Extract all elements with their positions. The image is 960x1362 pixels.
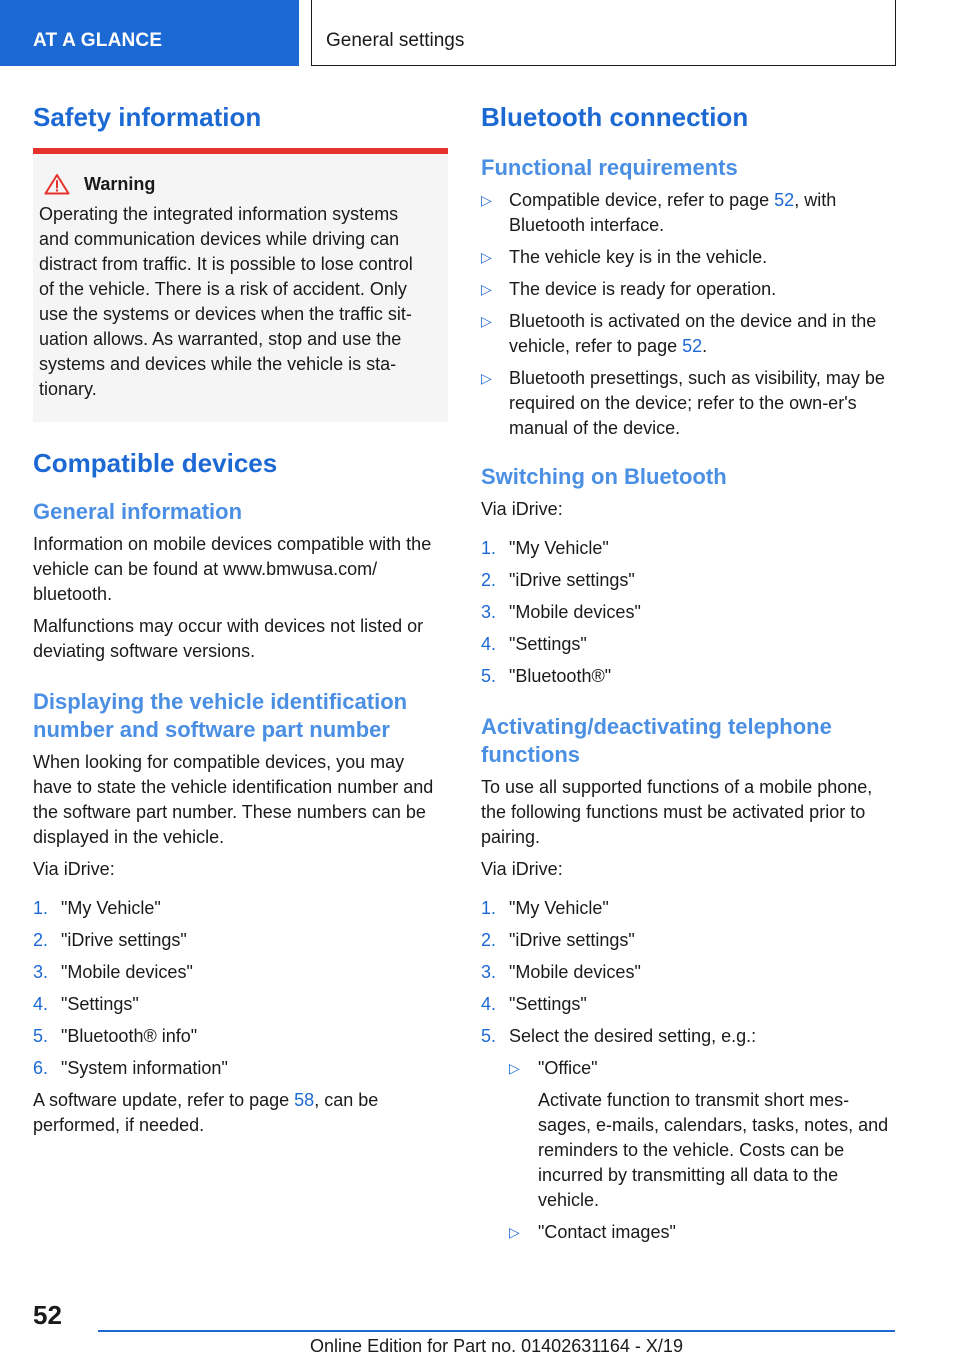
triangle-bullet-icon: ▷ [481, 249, 492, 265]
telephone-heading-line2: functions [481, 742, 580, 767]
general-information-heading: General information [33, 499, 243, 524]
list-item: 4. "Settings" [481, 994, 587, 1014]
triangle-bullet-icon: ▷ [481, 370, 492, 386]
list-item: ▷ Compatible device, refer to page 52, with Bluetooth interface. [481, 190, 837, 235]
functional-requirements-heading: Functional requirements [481, 155, 738, 180]
warning-header [39, 172, 442, 196]
page-link[interactable]: 52 [774, 190, 795, 210]
list-item: 3. "Mobile devices" [481, 602, 641, 622]
warning-label: Warning [84, 174, 156, 194]
triangle-bullet-icon: ▷ [481, 281, 492, 297]
page-number: 52 [33, 1300, 62, 1330]
software-update-text: A software update, refer to page 58, can be performed, if needed. [33, 1090, 379, 1135]
list-item: ▷ Bluetooth presettings, such as visibility, may be required on the device; refer to the own-er's manual of the device. [481, 368, 885, 438]
list-item: 1. "My Vehicle" [481, 898, 609, 918]
list-item: ▷ The device is ready for operation. [481, 277, 893, 302]
footer-divider [98, 1330, 895, 1332]
triangle-bullet-icon: ▷ [509, 1224, 520, 1240]
list-item: 3. "Mobile devices" [33, 962, 193, 982]
telephone-functions-text: To use all supported functions of a mobile phone, the following functions must be activated prior to pairing. [481, 777, 873, 847]
warning-line: distract from traffic. It is possible to lose control [39, 254, 413, 274]
switching-on-bluetooth-heading: Switching on Bluetooth [481, 464, 727, 489]
vin-heading-line2: number and software part number [33, 717, 390, 742]
list-item: 6. "System information" [33, 1058, 228, 1078]
list-item: 2. "iDrive settings" [481, 570, 635, 590]
list-item: 5. "Bluetooth®" [481, 666, 612, 686]
page-header [0, 0, 960, 66]
list-item: 5. "Bluetooth® info" [33, 1026, 198, 1046]
telephone-heading-line1: Activating/deactivating telephone [481, 714, 832, 739]
warning-triangle-icon [44, 173, 70, 195]
list-item: 4. "Settings" [481, 634, 587, 654]
warning-line: Operating the integrated information systems [39, 204, 399, 224]
warning-box [33, 148, 448, 422]
vin-heading [33, 688, 448, 744]
list-item: ▷ "Contact images" [509, 1220, 893, 1245]
vin-steps-list [33, 896, 448, 1081]
list-item: 5. Select the desired setting, e.g.: ▷ "Office" Activate function to transmit short mes-sages, e-mails, calendars, tasks, notes, and reminders to the vehicle. Costs can be incurred by transmitting all data to the vehicle. ▷ "Contact images" [481, 1024, 893, 1245]
triangle-bullet-icon: ▷ [509, 1060, 520, 1076]
list-item: 1. "My Vehicle" [33, 898, 161, 918]
triangle-bullet-icon: ▷ [481, 192, 492, 208]
list-item: ▷ The vehicle key is in the vehicle. [481, 245, 893, 270]
list-item: 4. "Settings" [33, 994, 139, 1014]
warning-line: uation allows. As warranted, stop and use the [39, 329, 402, 349]
section-tab[interactable]: AT A GLANCE [0, 0, 299, 66]
warning-line: systems and devices while the vehicle is sta- [39, 354, 397, 374]
list-item: ▷ Bluetooth is activated on the device and in the vehicle, refer to page 52. [481, 311, 877, 356]
via-idrive-label: Via iDrive: [481, 499, 563, 519]
list-item: 1. "My Vehicle" [481, 538, 609, 558]
via-idrive-label: Via iDrive: [33, 859, 115, 879]
vin-heading-line1: Displaying the vehicle identification [33, 689, 408, 714]
left-column [33, 100, 448, 1138]
telephone-steps-list [481, 896, 893, 1245]
list-item: 2. "iDrive settings" [33, 930, 187, 950]
chapter-title: General settings [311, 0, 896, 66]
bluetooth-connection-heading: Bluetooth connection [481, 102, 749, 132]
list-item: ▷ "Office" Activate function to transmit short mes-sages, e-mails, calendars, tasks, notes, and reminders to the vehicle. Costs can be incurred by transmitting all data to the vehicle. [509, 1058, 889, 1210]
via-idrive-label: Via iDrive: [481, 859, 563, 879]
malfunctions-text: Malfunctions may occur with devices not listed or deviating software versions. [33, 616, 424, 661]
vin-text: When looking for compatible devices, you may have to state the vehicle identification number and the software part number. These numbers can be displayed in the vehicle. [33, 752, 434, 847]
triangle-bullet-icon: ▷ [481, 313, 492, 329]
telephone-functions-heading [481, 713, 893, 769]
setting-options-list [509, 1056, 893, 1245]
requirements-list [481, 188, 893, 441]
warning-text [39, 202, 442, 402]
warning-line: use the systems or devices when the traffic sit- [39, 304, 412, 324]
bluetooth-steps-list [481, 536, 893, 689]
list-item: 3. "Mobile devices" [481, 962, 641, 982]
compatible-devices-heading: Compatible devices [33, 448, 278, 478]
page-link[interactable]: 58 [294, 1090, 315, 1110]
list-item: 2. "iDrive settings" [481, 930, 635, 950]
warning-line: tionary. [39, 379, 97, 399]
safety-heading: Safety information [33, 102, 262, 132]
warning-line: of the vehicle. There is a risk of accident. Only [39, 279, 407, 299]
page-link[interactable]: 52 [682, 336, 703, 356]
warning-line: and communication devices while driving can [39, 229, 400, 249]
edition-text: Online Edition for Part no. 01402631164 - X/19 [310, 1336, 683, 1356]
general-information-text: Information on mobile devices compatible with the vehicle can be found at www.bmwusa.com/ bluetooth. [33, 534, 432, 604]
right-column [481, 100, 893, 1252]
